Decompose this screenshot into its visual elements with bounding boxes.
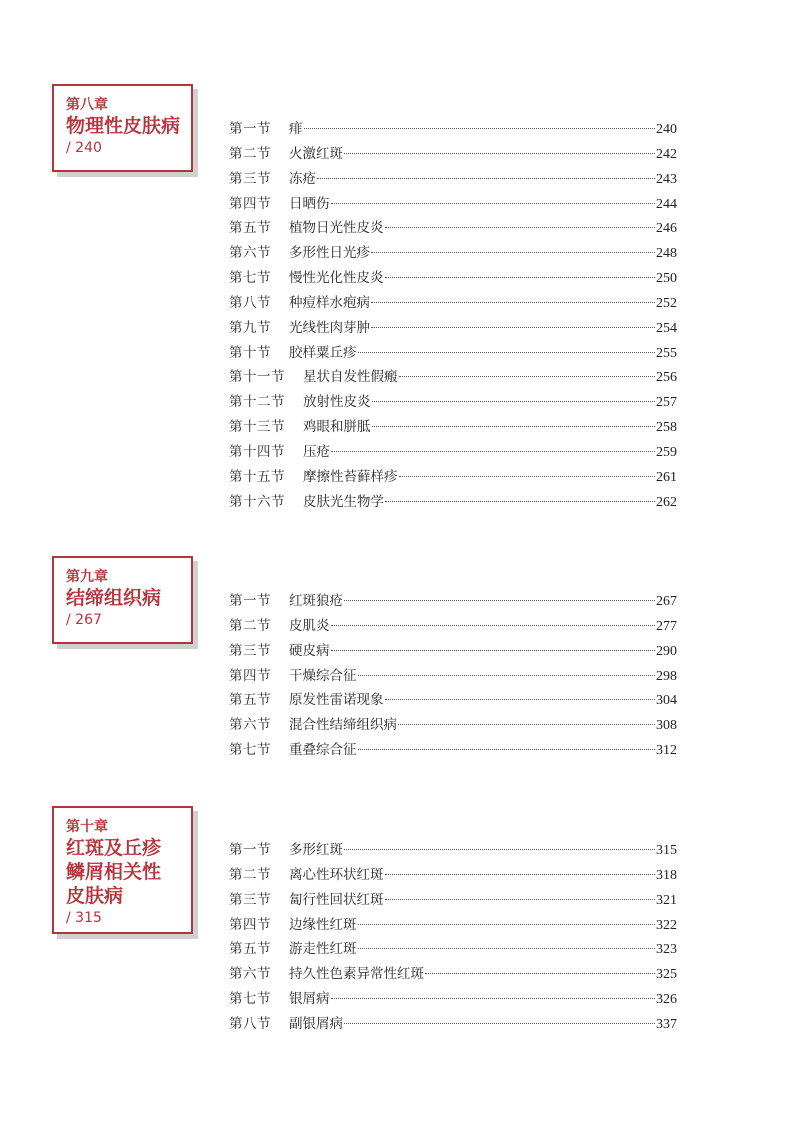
toc-entry[interactable]	[229, 216, 677, 241]
section-title[interactable]: 游走性红斑	[289, 941, 357, 958]
toc-entry[interactable]	[229, 863, 677, 888]
section-title[interactable]: 副银屑病	[289, 1015, 343, 1032]
section-title[interactable]: 皮肤光生物学	[303, 493, 384, 510]
section-page-number[interactable]: 240	[656, 122, 677, 137]
section-title[interactable]: 鸡眼和胼胝	[303, 419, 371, 436]
section-title[interactable]: 压疮	[303, 443, 330, 460]
dot-leader	[371, 327, 655, 328]
section-title[interactable]: 放射性皮炎	[303, 394, 371, 411]
section-page-number[interactable]: 246	[656, 221, 677, 237]
section-number: 第九节	[229, 319, 271, 336]
toc-entry[interactable]	[229, 316, 677, 341]
section-page-number[interactable]: 308	[656, 718, 677, 734]
section-page-number[interactable]: 298	[656, 668, 677, 684]
section-title[interactable]: 火激红斑	[289, 145, 343, 162]
chapter-page-number: / 267	[66, 612, 102, 628]
section-number: 第五节	[229, 941, 271, 958]
toc-entry[interactable]	[229, 341, 677, 366]
toc-entry[interactable]	[229, 1012, 677, 1037]
toc-entry[interactable]	[229, 664, 677, 689]
chapter-header-box[interactable]	[52, 556, 193, 644]
section-title[interactable]: 植物日光性皮炎	[289, 220, 384, 237]
toc-entry[interactable]	[229, 465, 677, 490]
section-number: 第十四节	[229, 443, 285, 460]
toc-entry[interactable]	[229, 490, 677, 515]
section-title[interactable]: 银屑病	[289, 991, 330, 1008]
dot-leader	[344, 153, 655, 154]
dot-leader	[385, 277, 656, 278]
section-page-number[interactable]: 318	[656, 867, 677, 883]
section-title[interactable]: 离心性环状红斑	[289, 866, 384, 883]
section-page-number[interactable]: 258	[656, 420, 677, 436]
section-title[interactable]: 日晒伤	[289, 195, 330, 212]
section-title[interactable]: 光线性肉芽肿	[289, 319, 370, 336]
dot-leader	[399, 376, 656, 377]
chapter-header-box[interactable]	[52, 806, 193, 934]
section-number: 第十节	[229, 344, 271, 361]
section-number: 第五节	[229, 692, 271, 709]
dot-leader	[385, 227, 656, 228]
toc-entry[interactable]	[229, 142, 677, 167]
dot-leader	[372, 401, 656, 402]
toc-entry[interactable]	[229, 639, 677, 664]
section-page-number[interactable]: 262	[656, 494, 677, 510]
dot-leader	[399, 476, 656, 477]
toc-entry[interactable]	[229, 365, 677, 390]
dot-leader	[344, 600, 655, 601]
section-number: 第七节	[229, 742, 271, 759]
section-title[interactable]: 慢性光化性皮炎	[289, 270, 384, 287]
toc-entry[interactable]	[229, 888, 677, 913]
section-page-number[interactable]: 243	[656, 171, 677, 187]
toc-entry[interactable]	[229, 962, 677, 987]
section-page-number[interactable]: 322	[656, 917, 677, 933]
dot-leader	[331, 451, 655, 452]
dot-leader	[425, 973, 655, 974]
dot-leader	[398, 724, 655, 725]
toc-entry[interactable]	[229, 192, 677, 217]
dot-leader	[385, 501, 655, 502]
dot-leader	[371, 252, 655, 253]
section-number: 第七节	[229, 991, 271, 1008]
section-number: 第六节	[229, 717, 271, 734]
dot-leader	[358, 675, 656, 676]
section-number: 第五节	[229, 220, 271, 237]
section-number: 第十三节	[229, 419, 285, 436]
dot-leader	[385, 699, 656, 700]
section-number: 第八节	[229, 1015, 271, 1032]
section-title[interactable]: 混合性结缔组织病	[289, 717, 397, 734]
section-number: 第三节	[229, 170, 271, 187]
section-number: 第二节	[229, 145, 271, 162]
chapter-title: 结缔组织病	[66, 587, 162, 609]
section-number: 第六节	[229, 245, 271, 262]
section-title[interactable]: 痱	[289, 121, 303, 137]
toc-entry[interactable]	[229, 937, 677, 962]
section-number: 第十六节	[229, 493, 285, 510]
toc-entry[interactable]	[229, 291, 677, 316]
toc-entry[interactable]	[229, 589, 677, 614]
section-number: 第四节	[229, 195, 271, 212]
section-page-number[interactable]: 250	[656, 271, 677, 287]
toc-entry[interactable]	[229, 713, 677, 738]
section-page-number[interactable]: 326	[656, 992, 677, 1008]
section-number: 第八节	[229, 294, 271, 311]
toc-entry[interactable]	[229, 440, 677, 465]
section-page-number[interactable]: 325	[656, 967, 677, 983]
chapter-title: 物理性皮肤病	[66, 115, 181, 137]
toc-entry[interactable]	[229, 987, 677, 1012]
section-number: 第四节	[229, 667, 271, 684]
section-title[interactable]: 种痘样水疱病	[289, 294, 370, 311]
section-page-number[interactable]: 244	[656, 196, 677, 212]
section-number: 第十五节	[229, 468, 285, 485]
section-page-number[interactable]: 321	[656, 892, 677, 908]
toc-entry[interactable]	[229, 415, 677, 440]
section-page-number[interactable]: 267	[656, 594, 677, 609]
section-title[interactable]: 重叠综合征	[289, 742, 357, 759]
section-title[interactable]: 摩擦性苔藓样疹	[303, 468, 398, 485]
section-title[interactable]: 多形红斑	[289, 842, 343, 858]
chapter-title: 红斑及丘疹 鳞屑相关性 皮肤病	[66, 837, 162, 907]
toc-entry[interactable]	[229, 838, 677, 863]
dot-leader	[371, 302, 655, 303]
section-number: 第三节	[229, 642, 271, 659]
toc-entry[interactable]	[229, 266, 677, 291]
section-page-number[interactable]: 259	[656, 444, 677, 460]
dot-leader	[358, 924, 656, 925]
dot-leader	[344, 1023, 655, 1024]
section-number: 第一节	[229, 593, 271, 609]
toc-entry[interactable]	[229, 241, 677, 266]
section-list	[229, 117, 677, 515]
dot-leader	[358, 749, 656, 750]
section-list	[229, 838, 677, 1037]
dot-leader	[344, 849, 655, 850]
toc-entry[interactable]	[229, 913, 677, 938]
section-title[interactable]: 星状自发性假瘢	[303, 369, 398, 386]
toc-entry[interactable]	[229, 614, 677, 639]
chapter-header-box[interactable]	[52, 84, 193, 172]
chapter-page-number: / 315	[66, 910, 102, 926]
chapter-number: 第八章	[66, 97, 108, 113]
section-title[interactable]: 皮肌炎	[289, 617, 330, 634]
section-page-number[interactable]: 254	[656, 320, 677, 336]
section-page-number[interactable]: 261	[656, 469, 677, 485]
dot-leader	[358, 948, 656, 949]
dot-leader	[304, 128, 656, 129]
dot-leader	[385, 899, 656, 900]
dot-leader	[385, 874, 656, 875]
section-page-number[interactable]: 315	[656, 843, 677, 858]
dot-leader	[331, 203, 656, 204]
dot-leader	[331, 998, 656, 999]
section-number: 第十二节	[229, 394, 285, 411]
section-title[interactable]: 匐行性回状红斑	[289, 891, 384, 908]
section-page-number[interactable]: 323	[656, 942, 677, 958]
section-number: 第一节	[229, 121, 271, 137]
chapter-number: 第十章	[66, 819, 108, 835]
section-number: 第二节	[229, 617, 271, 634]
section-title[interactable]: 红斑狼疮	[289, 593, 343, 609]
section-number: 第六节	[229, 966, 271, 983]
section-title[interactable]: 多形性日光疹	[289, 245, 370, 262]
section-number: 第三节	[229, 891, 271, 908]
chapter-page-number: / 240	[66, 140, 102, 156]
section-title[interactable]: 硬皮病	[289, 642, 330, 659]
toc-entry[interactable]	[229, 117, 677, 142]
toc-entry[interactable]	[229, 688, 677, 713]
section-page-number[interactable]: 304	[656, 693, 677, 709]
section-number: 第七节	[229, 270, 271, 287]
section-number: 第四节	[229, 916, 271, 933]
section-title[interactable]: 原发性雷诺现象	[289, 692, 384, 709]
toc-entry[interactable]	[229, 738, 677, 763]
dot-leader	[331, 625, 656, 626]
toc-entry[interactable]	[229, 167, 677, 192]
toc-entry[interactable]	[229, 390, 677, 415]
section-page-number[interactable]: 242	[656, 146, 677, 162]
section-number: 第一节	[229, 842, 271, 858]
section-page-number[interactable]: 255	[656, 345, 677, 361]
section-title[interactable]: 持久性色素异常性红斑	[289, 966, 424, 983]
section-page-number[interactable]: 337	[656, 1016, 677, 1032]
section-title[interactable]: 冻疮	[289, 170, 316, 187]
section-page-number[interactable]: 290	[656, 643, 677, 659]
section-page-number[interactable]: 248	[656, 246, 677, 262]
dot-leader	[372, 426, 656, 427]
dot-leader	[317, 178, 655, 179]
section-page-number[interactable]: 256	[656, 370, 677, 386]
dot-leader	[331, 650, 656, 651]
section-number: 第十一节	[229, 369, 285, 386]
dot-leader	[358, 352, 656, 353]
section-list	[229, 589, 677, 763]
section-title[interactable]: 胶样粟丘疹	[289, 344, 357, 361]
section-title[interactable]: 边缘性红斑	[289, 916, 357, 933]
section-title[interactable]: 干燥综合征	[289, 667, 357, 684]
section-page-number[interactable]: 312	[656, 743, 677, 759]
chapter-number: 第九章	[66, 569, 108, 585]
section-page-number[interactable]: 257	[656, 395, 677, 411]
section-number: 第二节	[229, 866, 271, 883]
section-page-number[interactable]: 277	[656, 618, 677, 634]
section-page-number[interactable]: 252	[656, 295, 677, 311]
